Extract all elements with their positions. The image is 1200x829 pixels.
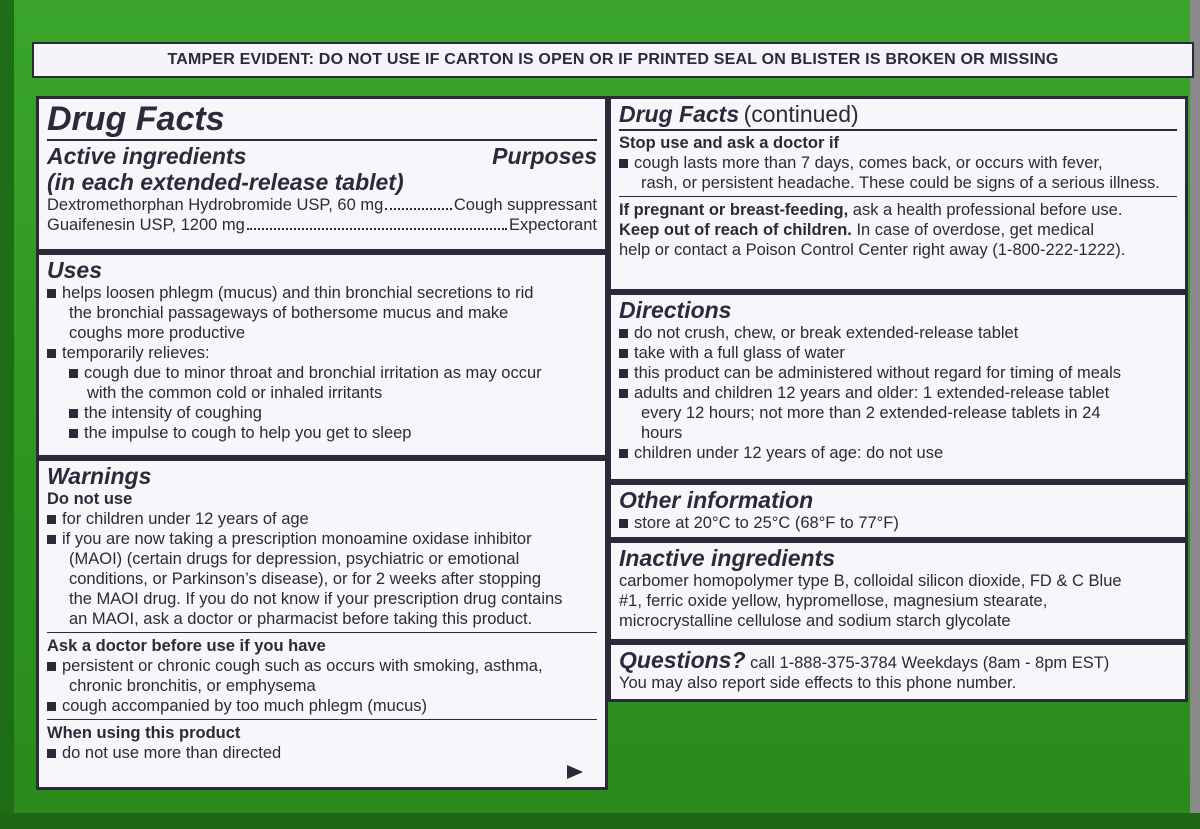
direction-item: children under 12 years of age: do not use <box>634 444 944 462</box>
when-item: do not use more than directed <box>62 744 282 762</box>
ingredient-purpose: Cough suppressant <box>453 196 597 214</box>
divider <box>47 632 597 633</box>
bullet-icon <box>69 429 78 438</box>
questions-box <box>608 642 1188 702</box>
bullet-icon <box>47 535 56 544</box>
questions-phone: call 1-888-375-3784 Weekdays (8am - 8pm EST) <box>745 654 1110 672</box>
when-using-heading: When using this product <box>47 724 241 742</box>
ask-doctor-heading: Ask a doctor before use if you have <box>47 637 326 655</box>
inactive-ingredients-heading: Inactive ingredients <box>619 545 836 571</box>
warning-item: if you are now taking a prescription monoamine oxidase inhibitor <box>62 530 532 548</box>
drug-facts-continued-title: Drug Facts <box>619 101 740 127</box>
pregnant-text: ask a health professional before use. <box>848 201 1123 219</box>
bullet-icon <box>619 449 628 458</box>
leader-dots <box>247 215 507 230</box>
other-item: store at 20°C to 25°C (68°F to 77°F) <box>634 514 899 532</box>
stop-use-heading: Stop use and ask a doctor if <box>619 134 840 152</box>
direction-item: do not crush, chew, or break extended-release tablet <box>634 324 1019 342</box>
bullet-icon <box>69 369 78 378</box>
bullet-icon <box>47 662 56 671</box>
bullet-icon <box>69 409 78 418</box>
ingredient-name: Guaifenesin USP, 1200 mg <box>47 216 245 234</box>
keep-out-heading: Keep out of reach of children. <box>619 221 852 239</box>
uses-item-cont: the bronchial passageways of bothersome mucus and make <box>69 304 509 322</box>
warnings-box <box>36 458 608 790</box>
tamper-evident-banner: TAMPER EVIDENT: DO NOT USE IF CARTON IS OPEN OR IF PRINTED SEAL ON BLISTER IS BROKEN OR MISSING <box>32 42 1194 78</box>
uses-subitem-cont: with the common cold or inhaled irritants <box>87 384 383 402</box>
warning-item: for children under 12 years of age <box>62 510 309 528</box>
ingredient-purpose: Expectorant <box>508 216 597 234</box>
carton-left-edge <box>0 0 14 829</box>
warnings-heading: Warnings <box>47 463 152 489</box>
uses-heading: Uses <box>47 257 102 283</box>
stop-item-cont: rash, or persistent headache. These could be signs of a serious illness. <box>641 174 1160 192</box>
leader-dots <box>385 195 452 210</box>
ingredient-row <box>47 195 597 215</box>
bullet-icon <box>619 369 628 378</box>
carton-right-edge <box>1190 0 1200 829</box>
other-information-box <box>608 482 1188 540</box>
continued-label: (continued) <box>743 101 859 127</box>
stop-item: cough lasts more than 7 days, comes back, or occurs with fever, <box>634 154 1103 172</box>
active-ingredients-heading: Active ingredients <box>47 143 247 169</box>
warning-item-cont: the MAOI drug. If you do not know if your prescription drug contains <box>69 590 563 608</box>
bullet-icon <box>47 515 56 524</box>
direction-item: this product can be administered without regard for timing of meals <box>634 364 1121 382</box>
bullet-icon <box>619 349 628 358</box>
uses-subitem: the intensity of coughing <box>84 404 262 422</box>
direction-item: adults and children 12 years and older: 1 extended-release tablet <box>634 384 1110 402</box>
direction-item-cont: hours <box>641 424 683 442</box>
warning-item-cont: an MAOI, ask a doctor or pharmacist before taking this product. <box>69 610 533 628</box>
divider <box>619 196 1177 197</box>
carton-bottom-edge <box>0 813 1200 829</box>
other-information-heading: Other information <box>619 487 814 513</box>
directions-heading: Directions <box>619 297 732 323</box>
uses-subitem: cough due to minor throat and bronchial irritation as may occur <box>84 364 542 382</box>
drug-facts-continued-box <box>608 96 1188 292</box>
questions-heading: Questions? <box>619 647 746 673</box>
questions-report-text: You may also report side effects to this phone number. <box>619 674 1017 692</box>
bullet-icon <box>619 389 628 398</box>
direction-item: take with a full glass of water <box>634 344 845 362</box>
warning-item-cont: conditions, or Parkinson’s disease), or for 2 weeks after stopping <box>69 570 542 588</box>
inactive-text: carbomer homopolymer type B, colloidal silicon dioxide, FD & C Blue <box>619 572 1122 590</box>
do-not-use-heading: Do not use <box>47 490 133 508</box>
keep-out-text-cont: help or contact a Poison Control Center right away (1-800-222-1222). <box>619 241 1126 259</box>
divider <box>47 719 597 720</box>
ask-item-cont: chronic bronchitis, or emphysema <box>69 677 316 695</box>
bullet-icon <box>619 159 628 168</box>
uses-box <box>36 252 608 458</box>
ingredient-row <box>47 215 597 235</box>
inactive-text: #1, ferric oxide yellow, hypromellose, magnesium stearate, <box>619 592 1048 610</box>
ask-item: persistent or chronic cough such as occurs with smoking, asthma, <box>62 657 543 675</box>
drug-facts-title: Drug Facts <box>47 100 225 138</box>
divider <box>619 129 1177 131</box>
inactive-text: microcrystalline cellulose and sodium starch glycolate <box>619 612 1011 630</box>
bullet-icon <box>47 349 56 358</box>
bullet-icon <box>47 749 56 758</box>
drug-facts-header-box <box>36 96 608 252</box>
divider <box>47 139 597 141</box>
pregnant-heading: If pregnant or breast-feeding, <box>619 201 849 219</box>
uses-subitem: the impulse to cough to help you get to sleep <box>84 424 412 442</box>
ask-item: cough accompanied by too much phlegm (mucus) <box>62 697 428 715</box>
bullet-icon <box>47 289 56 298</box>
keep-out-text: In case of overdose, get medical <box>851 221 1095 239</box>
uses-item: helps loosen phlegm (mucus) and thin bronchial secretions to rid <box>62 284 534 302</box>
active-ingredients-subheading: (in each extended-release tablet) <box>47 169 404 195</box>
directions-box <box>608 292 1188 482</box>
ingredient-name: Dextromethorphan Hydrobromide USP, 60 mg <box>47 196 384 214</box>
continue-arrow-icon <box>567 765 583 779</box>
inactive-ingredients-box <box>608 540 1188 642</box>
uses-item-cont: coughs more productive <box>69 324 246 342</box>
uses-item: temporarily relieves: <box>62 344 210 362</box>
direction-item-cont: every 12 hours; not more than 2 extended-release tablets in 24 <box>641 404 1101 422</box>
warning-item-cont: (MAOI) (certain drugs for depression, psychiatric or emotional <box>69 550 520 568</box>
bullet-icon <box>619 519 628 528</box>
bullet-icon <box>619 329 628 338</box>
bullet-icon <box>47 702 56 711</box>
purposes-heading: Purposes <box>492 143 597 169</box>
